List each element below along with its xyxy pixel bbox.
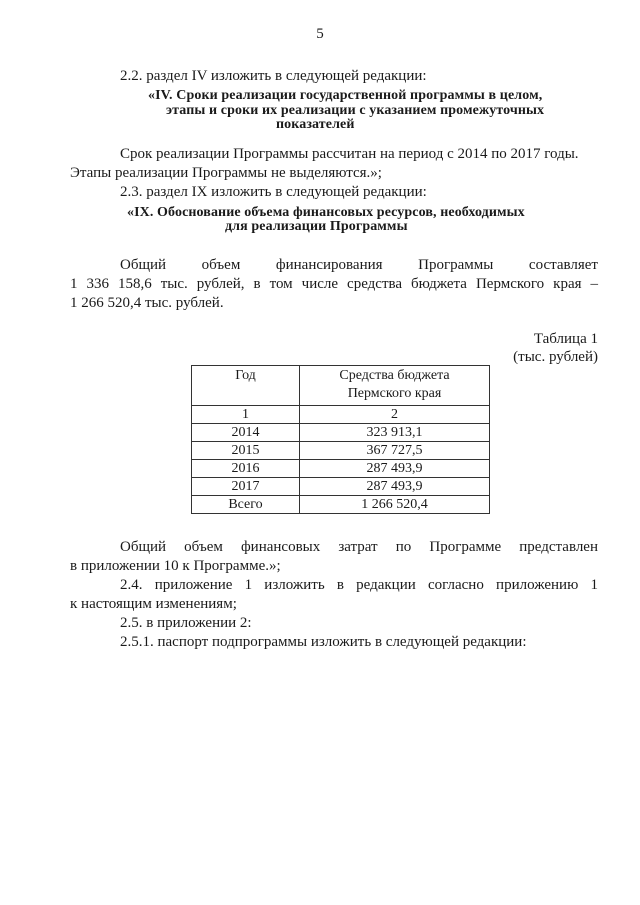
item-2-3: 2.3. раздел IX изложить в следующей редакции: [120,184,427,200]
table-cell-year: 2016 [192,460,300,478]
item-2-4-line-2: к настоящим изменениям; [70,596,237,612]
table-row [192,478,490,496]
section9-heading-line-1: «IX. Обоснование объема финансовых ресурсов, необходимых [127,205,525,220]
section4-heading-line-1: «IV. Сроки реализации государственной программы в целом, [148,88,543,103]
item-2-5: 2.5. в приложении 2: [120,615,252,631]
table-cell-year: 2017 [192,478,300,496]
section4-text-line-1: Срок реализации Программы рассчитан на период с 2014 по 2017 годы. [120,146,579,162]
table-title: Таблица 1 [533,331,598,347]
table-row-total [192,496,490,514]
section9-text-line-1: Общий объем финансирования Программы составляет [120,257,598,273]
table-row [192,406,490,424]
table-cell-year: 2015 [192,442,300,460]
table-cell-year: 1 [192,406,300,424]
table-unit: (тыс. рублей) [513,349,598,365]
table-cell-amount: 367 727,5 [300,442,490,460]
item-2-2: 2.2. раздел IV изложить в следующей редакции: [120,68,427,84]
table-cell-amount: 287 493,9 [300,478,490,496]
table-header-year: Год [192,366,300,406]
table-cell-year: Всего [192,496,300,514]
table-cell-amount: 323 913,1 [300,424,490,442]
table-cell-year: 2014 [192,424,300,442]
section9-heading-line-2: для реализации Программы [225,219,408,234]
table-row [192,460,490,478]
table-row [192,442,490,460]
table-header-row [192,366,490,406]
after-table-text-line-1: Общий объем финансовых затрат по Программе представлен [120,539,598,555]
section4-heading-line-3: показателей [276,117,355,132]
item-2-5-1: 2.5.1. паспорт подпрограммы изложить в следующей редакции: [120,634,527,650]
section4-text-line-2: Этапы реализации Программы не выделяются.»; [70,165,382,181]
table-cell-amount: 1 266 520,4 [300,496,490,514]
table-header-budget: Средства бюджета Пермского края [300,366,490,406]
item-2-4-line-1: 2.4. приложение 1 изложить в редакции согласно приложению 1 [120,577,598,593]
table-row [192,424,490,442]
after-table-text-line-2: в приложении 10 к Программе.»; [70,558,281,574]
section9-text-line-2: 1 336 158,6 тыс. рублей, в том числе средства бюджета Пермского края – [70,276,598,292]
budget-table [191,365,490,514]
section4-heading-line-2: этапы и сроки их реализации с указанием промежуточных [166,103,545,118]
table-caption [440,331,598,366]
page-number: 5 [316,26,324,42]
section9-text-line-3: 1 266 520,4 тыс. рублей. [70,295,224,311]
table-cell-amount: 2 [300,406,490,424]
table-cell-amount: 287 493,9 [300,460,490,478]
